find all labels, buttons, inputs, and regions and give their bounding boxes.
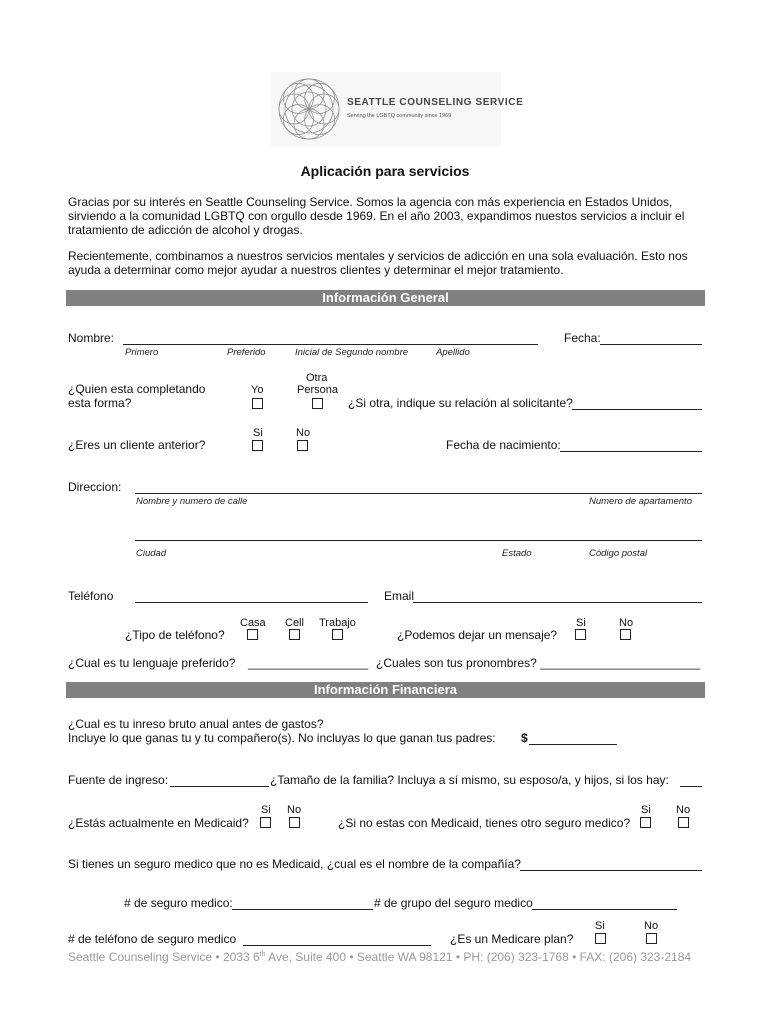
pronombres-label: ¿Cuales son tus pronombres?	[376, 656, 537, 670]
si-label-medicare: Si	[595, 920, 605, 932]
no-label-cliente: No	[296, 427, 311, 439]
intro-paragraph-1: Gracias por su interés en Seattle Counseling Service. Somos la agencia con más experiencia en Estados Unidos, sirviendo a la comunidad LGBTQ con orgullo desde 1969. En el año 2003, expandimos nuestos servicios a incluir el tratamiento de adicción de alcohol y drogas.	[68, 195, 685, 237]
footer-text-a: Seattle Counseling Service • 2033 6	[68, 950, 260, 964]
mensaje-no-checkbox[interactable]	[620, 629, 631, 640]
footer-address	[68, 950, 691, 964]
email-input[interactable]	[413, 602, 702, 603]
medicaid-no-checkbox[interactable]	[289, 817, 300, 828]
telefono-label: Teléfono	[68, 589, 114, 603]
ingreso-label-line2: Incluye lo que ganas tu y tu compañero(s). No incluyas lo que ganan tus padres:	[68, 731, 496, 745]
logo-org-name: SEATTLE COUNSELING SERVICE	[347, 97, 524, 108]
num-seguro-label: # de seguro medico:	[124, 896, 233, 910]
section-header-general: Información General	[66, 290, 705, 306]
medicare-si-checkbox[interactable]	[595, 933, 606, 944]
si-label-otro-seguro: Si	[641, 804, 651, 816]
si-otra-label: ¿Si otra, indique su relación al solicitante?	[348, 396, 573, 410]
num-grupo-label: # de grupo del seguro medico	[374, 896, 533, 910]
trabajo-checkbox[interactable]	[332, 629, 343, 640]
si-label-cliente: Si	[253, 427, 263, 439]
nombre-label: Nombre:	[68, 331, 115, 345]
direccion-ciudad-input[interactable]	[135, 540, 702, 541]
otro-seguro-no-checkbox[interactable]	[678, 817, 689, 828]
ingreso-input[interactable]	[529, 744, 617, 745]
nombre-input[interactable]	[123, 344, 538, 345]
sub-preferido: Preferido	[227, 347, 266, 358]
sub-ciudad: Ciudad	[136, 548, 167, 559]
otro-seguro-label: ¿Si no estas con Medicaid, tienes otro seguro medico?	[338, 816, 631, 830]
lenguaje-input[interactable]: __________________	[248, 656, 369, 670]
casa-checkbox[interactable]	[247, 629, 258, 640]
no-label-medicaid: No	[287, 804, 302, 816]
lenguaje-label: ¿Cual es tu lenguaje preferido?	[68, 656, 236, 670]
cliente-si-checkbox[interactable]	[252, 440, 263, 451]
tel-seguro-label: # de teléfono de seguro medico	[68, 932, 237, 946]
pronombres-input[interactable]: ________________________	[540, 656, 701, 670]
cell-label: Cell	[285, 617, 304, 629]
fuente-label: Fuente de ingreso:	[68, 773, 169, 787]
dejar-mensaje-label: ¿Podemos dejar un mensaje?	[397, 628, 558, 642]
fecha-nacimiento-input[interactable]	[560, 451, 702, 452]
footer-sup: th	[259, 951, 266, 958]
intro-paragraph-2: Recientemente, combinamos a nuestros servicios mentales y servicios de adicción en una sola evaluación. Esto nos ayuda a determinar como mejor ayudar a nuestros clientes y determinar el mejor tratamiento.	[68, 249, 688, 277]
sub-postal: Código postal	[589, 548, 648, 559]
num-seguro-input[interactable]	[232, 909, 373, 910]
ingreso-label-line1: ¿Cual es tu inreso bruto anual antes de gastos?	[68, 717, 324, 731]
medicaid-label: ¿Estás actualmente en Medicaid?	[68, 816, 249, 830]
fuente-input[interactable]	[170, 786, 269, 787]
trabajo-label: Trabajo	[319, 617, 356, 629]
num-grupo-input[interactable]	[532, 909, 677, 910]
relacion-input[interactable]	[572, 409, 702, 410]
si-label-medicaid: Si	[261, 804, 271, 816]
medicaid-si-checkbox[interactable]	[260, 817, 271, 828]
tamano-label: ¿Tamaño de la familia? Incluya a sí mismo, su esposo/a, y hijos, si los hay:	[270, 773, 669, 787]
telefono-input[interactable]	[135, 602, 368, 603]
cliente-no-checkbox[interactable]	[297, 440, 308, 451]
no-label-otro-seguro: No	[676, 804, 691, 816]
no-label-mensaje: No	[619, 617, 634, 629]
sub-inicial: Inicial de Segundo nombre	[295, 347, 409, 358]
quien-label-line2: esta forma?	[68, 396, 132, 410]
yo-checkbox[interactable]	[252, 398, 263, 409]
otra-label-line2: Persona	[297, 384, 338, 396]
nombre-compania-label: Si tienes un seguro medico que no es Medicaid, ¿cual es el nombre de la compañía?	[68, 857, 521, 871]
mensaje-si-checkbox[interactable]	[575, 629, 586, 640]
email-label: Email	[384, 589, 415, 603]
casa-label: Casa	[240, 617, 266, 629]
fecha-nacimiento-label: Fecha de nacimiento:	[446, 438, 561, 452]
tel-seguro-input[interactable]	[243, 945, 431, 946]
otra-label-line1: Otra	[306, 372, 328, 384]
logo	[271, 72, 524, 146]
section-header-financial: Información Financiera	[66, 682, 705, 698]
medicare-no-checkbox[interactable]	[646, 933, 657, 944]
dollar-sign: $	[521, 731, 528, 745]
yo-label: Yo	[251, 384, 264, 396]
quien-label-line1: ¿Quien esta completando	[68, 382, 206, 396]
footer-text-b: Ave, Suite 400 • Seattle WA 98121 • PH: (206) 323-1768 • FAX: (206) 323-2184	[265, 950, 692, 964]
direccion-label: Direccion:	[68, 480, 122, 494]
medicare-label: ¿Es un Medicare plan?	[450, 932, 574, 946]
si-label-mensaje: Si	[576, 617, 586, 629]
fecha-label: Fecha:	[564, 331, 601, 345]
sub-primero: Primero	[125, 347, 159, 358]
no-label-medicare: No	[644, 920, 659, 932]
cell-checkbox[interactable]	[289, 629, 300, 640]
fecha-input[interactable]	[600, 344, 702, 345]
otra-persona-checkbox[interactable]	[312, 398, 323, 409]
direccion-calle-input[interactable]	[135, 493, 702, 494]
logo-tagline: Serving the LGBTQ community since 1969	[347, 113, 452, 119]
logo-mandala-icon	[276, 76, 342, 142]
sub-calle: Nombre y numero de calle	[136, 496, 248, 507]
tipo-telefono-label: ¿Tipo de teléfono?	[125, 628, 225, 642]
page-title: Aplicación para servicios	[300, 163, 470, 179]
nombre-compania-input[interactable]	[520, 870, 702, 871]
tamano-input[interactable]	[680, 786, 702, 787]
cliente-anterior-label: ¿Eres un cliente anterior?	[68, 438, 206, 452]
sub-apellido: Apellido	[436, 347, 470, 358]
sub-apartamento: Numero de apartamento	[589, 496, 692, 507]
otro-seguro-si-checkbox[interactable]	[640, 817, 651, 828]
sub-estado: Estado	[502, 548, 532, 559]
